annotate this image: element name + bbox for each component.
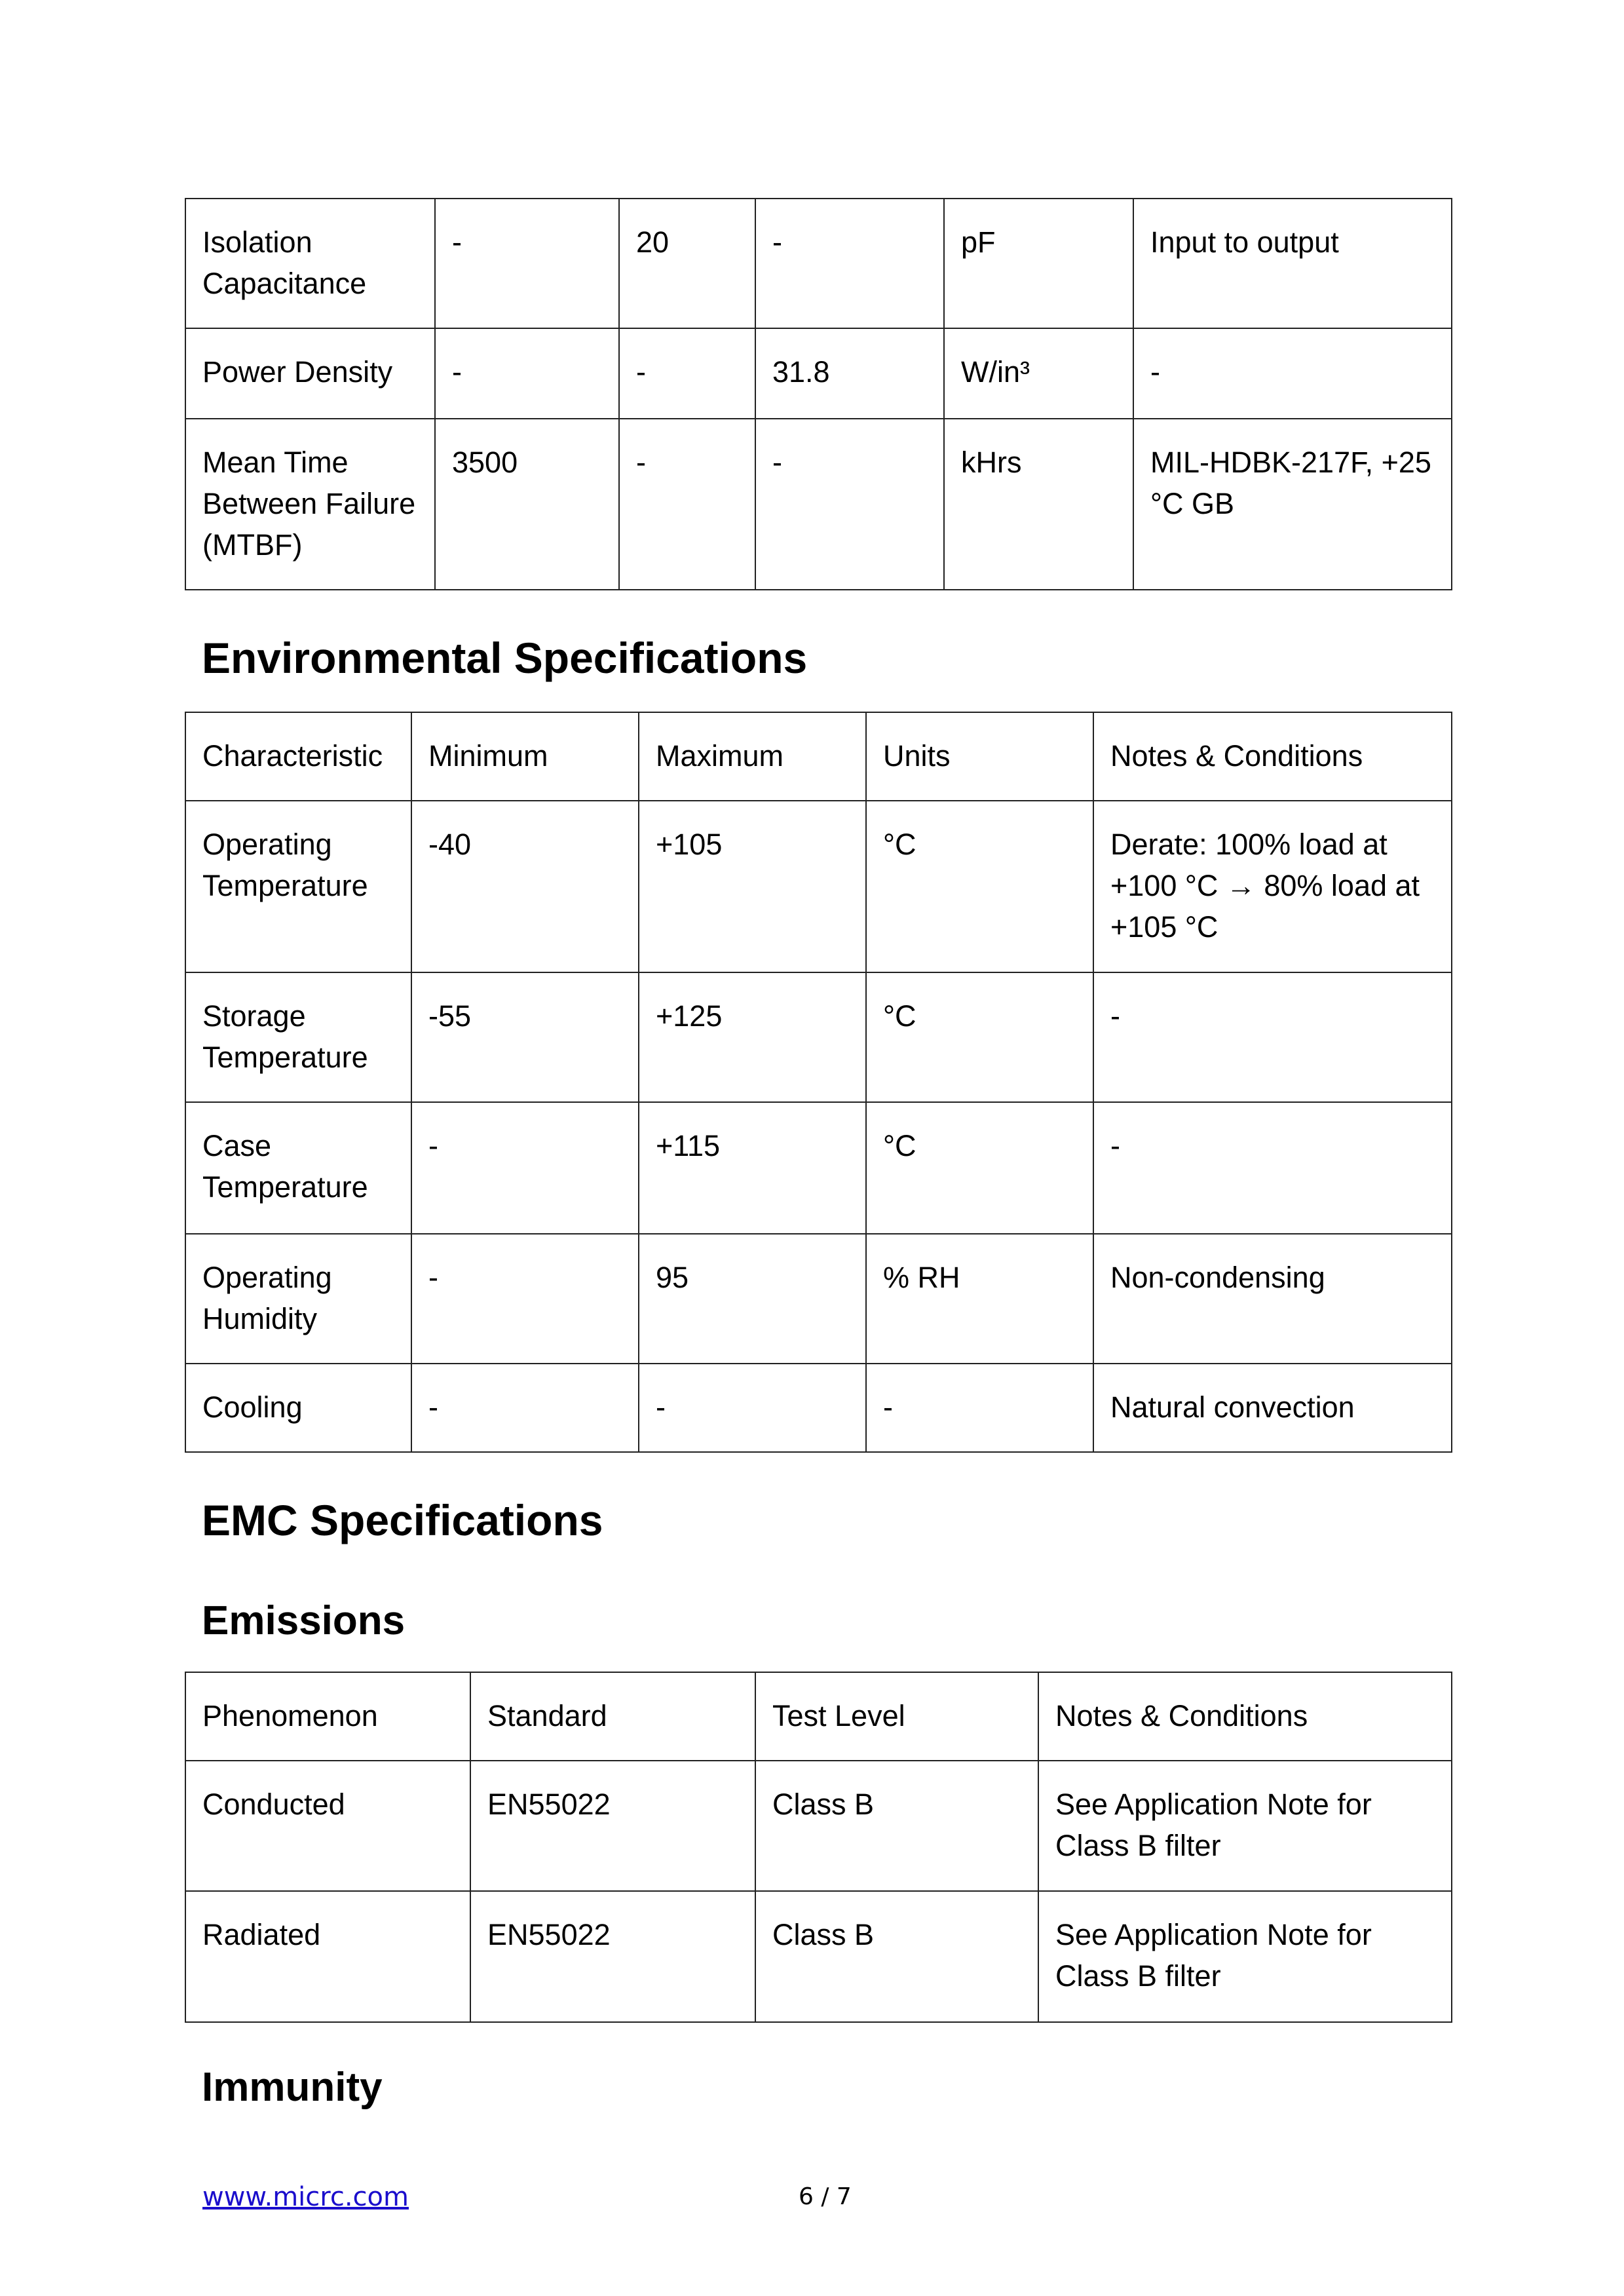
emissions-heading: Emissions [202, 1598, 406, 1643]
table-cell: - [411, 1234, 639, 1364]
header-cell: Minimum [411, 712, 639, 801]
emissions-table [185, 1672, 1452, 2023]
header-cell: Test Level [755, 1672, 1038, 1761]
table-cell: - [639, 1364, 866, 1452]
table-cell: - [435, 328, 619, 419]
table-cell: Non-condensing [1093, 1234, 1452, 1364]
table-row [185, 199, 1452, 328]
table-cell: MIL-HDBK-217F, +25 °C GB [1133, 419, 1452, 590]
table-cell: - [1093, 972, 1452, 1102]
table-cell: 95 [639, 1234, 866, 1364]
table-row [185, 1761, 1452, 1891]
table-cell: Derate: 100% load at +100 °C → 80% load at +105 °C [1093, 801, 1452, 972]
table-cell: Class B [755, 1891, 1038, 2022]
table-cell: Power Density [185, 328, 435, 419]
electrical-spec-table-continued [185, 198, 1452, 590]
table-cell: Natural convection [1093, 1364, 1452, 1452]
table-cell: See Application Note for Class B filter [1038, 1891, 1452, 2022]
table-cell: 3500 [435, 419, 619, 590]
table-cell: - [411, 1364, 639, 1452]
table-header-row [185, 712, 1452, 801]
header-cell: Notes & Conditions [1038, 1672, 1452, 1761]
header-cell: Maximum [639, 712, 866, 801]
table-cell: 20 [619, 199, 755, 328]
table-cell: W/in³ [944, 328, 1133, 419]
immunity-heading: Immunity [202, 2065, 383, 2110]
website-link[interactable]: www.micrc.com [202, 2182, 409, 2212]
table-cell: °C [866, 1102, 1093, 1234]
table-cell: - [1133, 328, 1452, 419]
table-cell: - [755, 199, 944, 328]
table-row [185, 801, 1452, 972]
table-cell: Case Temperature [185, 1102, 411, 1234]
environmental-spec-table [185, 712, 1452, 1453]
table-row [185, 1364, 1452, 1452]
table-row [185, 1891, 1452, 2022]
table-cell: Class B [755, 1761, 1038, 1891]
table-cell: Cooling [185, 1364, 411, 1452]
table-cell: - [435, 199, 619, 328]
table-row [185, 328, 1452, 419]
header-cell: Characteristic [185, 712, 411, 801]
table-cell: -40 [411, 801, 639, 972]
table-cell: - [619, 419, 755, 590]
table-cell: % RH [866, 1234, 1093, 1364]
table-cell: +125 [639, 972, 866, 1102]
table-cell: - [619, 328, 755, 419]
table-cell: Isolation Capacitance [185, 199, 435, 328]
table-cell: Input to output [1133, 199, 1452, 328]
table-cell: kHrs [944, 419, 1133, 590]
table-cell: °C [866, 801, 1093, 972]
header-cell: Phenomenon [185, 1672, 470, 1761]
header-cell: Standard [470, 1672, 755, 1761]
table-cell: Storage Temperature [185, 972, 411, 1102]
table-cell: Conducted [185, 1761, 470, 1891]
table-cell: Operating Temperature [185, 801, 411, 972]
table-cell: - [1093, 1102, 1452, 1234]
table-cell: Radiated [185, 1891, 470, 2022]
table-cell: -55 [411, 972, 639, 1102]
table-row [185, 1102, 1452, 1234]
table-cell: Operating Humidity [185, 1234, 411, 1364]
table-row [185, 972, 1452, 1102]
table-cell: +105 [639, 801, 866, 972]
table-cell: +115 [639, 1102, 866, 1234]
emc-heading: EMC Specifications [202, 1496, 603, 1544]
table-cell: pF [944, 199, 1133, 328]
table-cell: 31.8 [755, 328, 944, 419]
table-cell: Mean Time Between Failure (MTBF) [185, 419, 435, 590]
table-cell: - [411, 1102, 639, 1234]
page-number: 6 / 7 [799, 2183, 852, 2210]
header-cell: Units [866, 712, 1093, 801]
header-cell: Notes & Conditions [1093, 712, 1452, 801]
table-header-row [185, 1672, 1452, 1761]
environmental-heading: Environmental Specifications [202, 634, 808, 682]
table-cell: - [755, 419, 944, 590]
table-cell: See Application Note for Class B filter [1038, 1761, 1452, 1891]
table-row [185, 419, 1452, 590]
table-cell: EN55022 [470, 1891, 755, 2022]
table-row [185, 1234, 1452, 1364]
table-cell: - [866, 1364, 1093, 1452]
table-cell: °C [866, 972, 1093, 1102]
table-cell: EN55022 [470, 1761, 755, 1891]
